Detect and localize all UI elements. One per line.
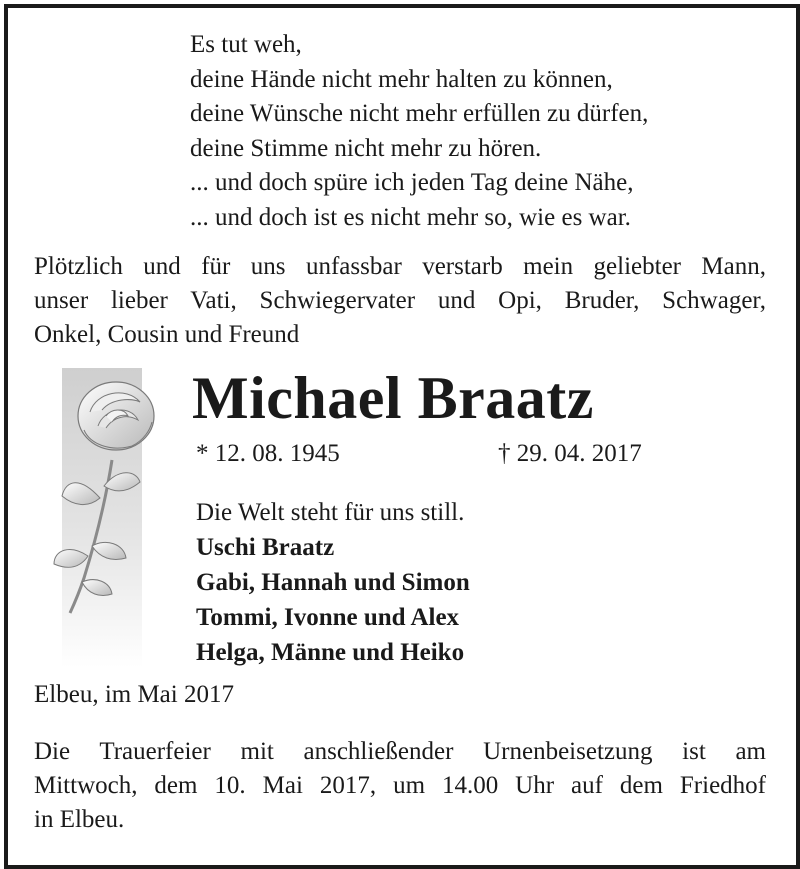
poem-line: deine Wünsche nicht mehr erfüllen zu dürfen, xyxy=(190,100,649,127)
poem-line: Es tut weh, xyxy=(190,31,302,58)
mourner-name: Uschi Braatz xyxy=(196,534,335,561)
poem-line: ... und doch ist es nicht mehr so, wie es war. xyxy=(190,203,631,231)
motto: Die Welt steht für uns still. xyxy=(196,499,465,526)
poem-line: ... und doch spüre ich jeden Tag deine Nähe, xyxy=(190,169,634,196)
poem-line: deine Stimme nicht mehr zu hören. xyxy=(190,134,542,162)
rose-icon xyxy=(40,368,170,668)
announcement-line: Plötzlich und für uns unfassbar verstarb mein geliebter Mann, xyxy=(34,253,766,280)
poem xyxy=(190,28,648,235)
mourner-name: Tommi, Ivonne und Alex xyxy=(196,604,460,631)
mourner-name: Helga, Männe und Heiko xyxy=(196,639,465,666)
service-line: in Elbeu. xyxy=(34,806,125,833)
deceased-name: Michael Braatz xyxy=(192,365,594,431)
place-date: Elbeu, im Mai 2017 xyxy=(34,681,234,708)
announcement-text xyxy=(34,250,766,352)
birth-date: * 12. 08. 1945 xyxy=(196,440,340,467)
announcement-line: Onkel, Cousin und Freund xyxy=(34,321,300,348)
service-line: Die Trauerfeier mit anschließender Urnenbeisetzung ist am xyxy=(34,738,766,765)
poem-line: deine Hände nicht mehr halten zu können, xyxy=(190,65,613,93)
mourners-block xyxy=(196,495,470,670)
death-date: † 29. 04. 2017 xyxy=(498,440,642,467)
service-line: Mittwoch, dem 10. Mai 2017, um 14.00 Uhr auf dem Friedhof xyxy=(34,772,766,799)
announcement-line: unser lieber Vati, Schwiegervater und Opi, Bruder, Schwager, xyxy=(34,287,766,314)
funeral-service-text xyxy=(34,735,766,837)
mourner-name: Gabi, Hannah und Simon xyxy=(196,569,470,596)
